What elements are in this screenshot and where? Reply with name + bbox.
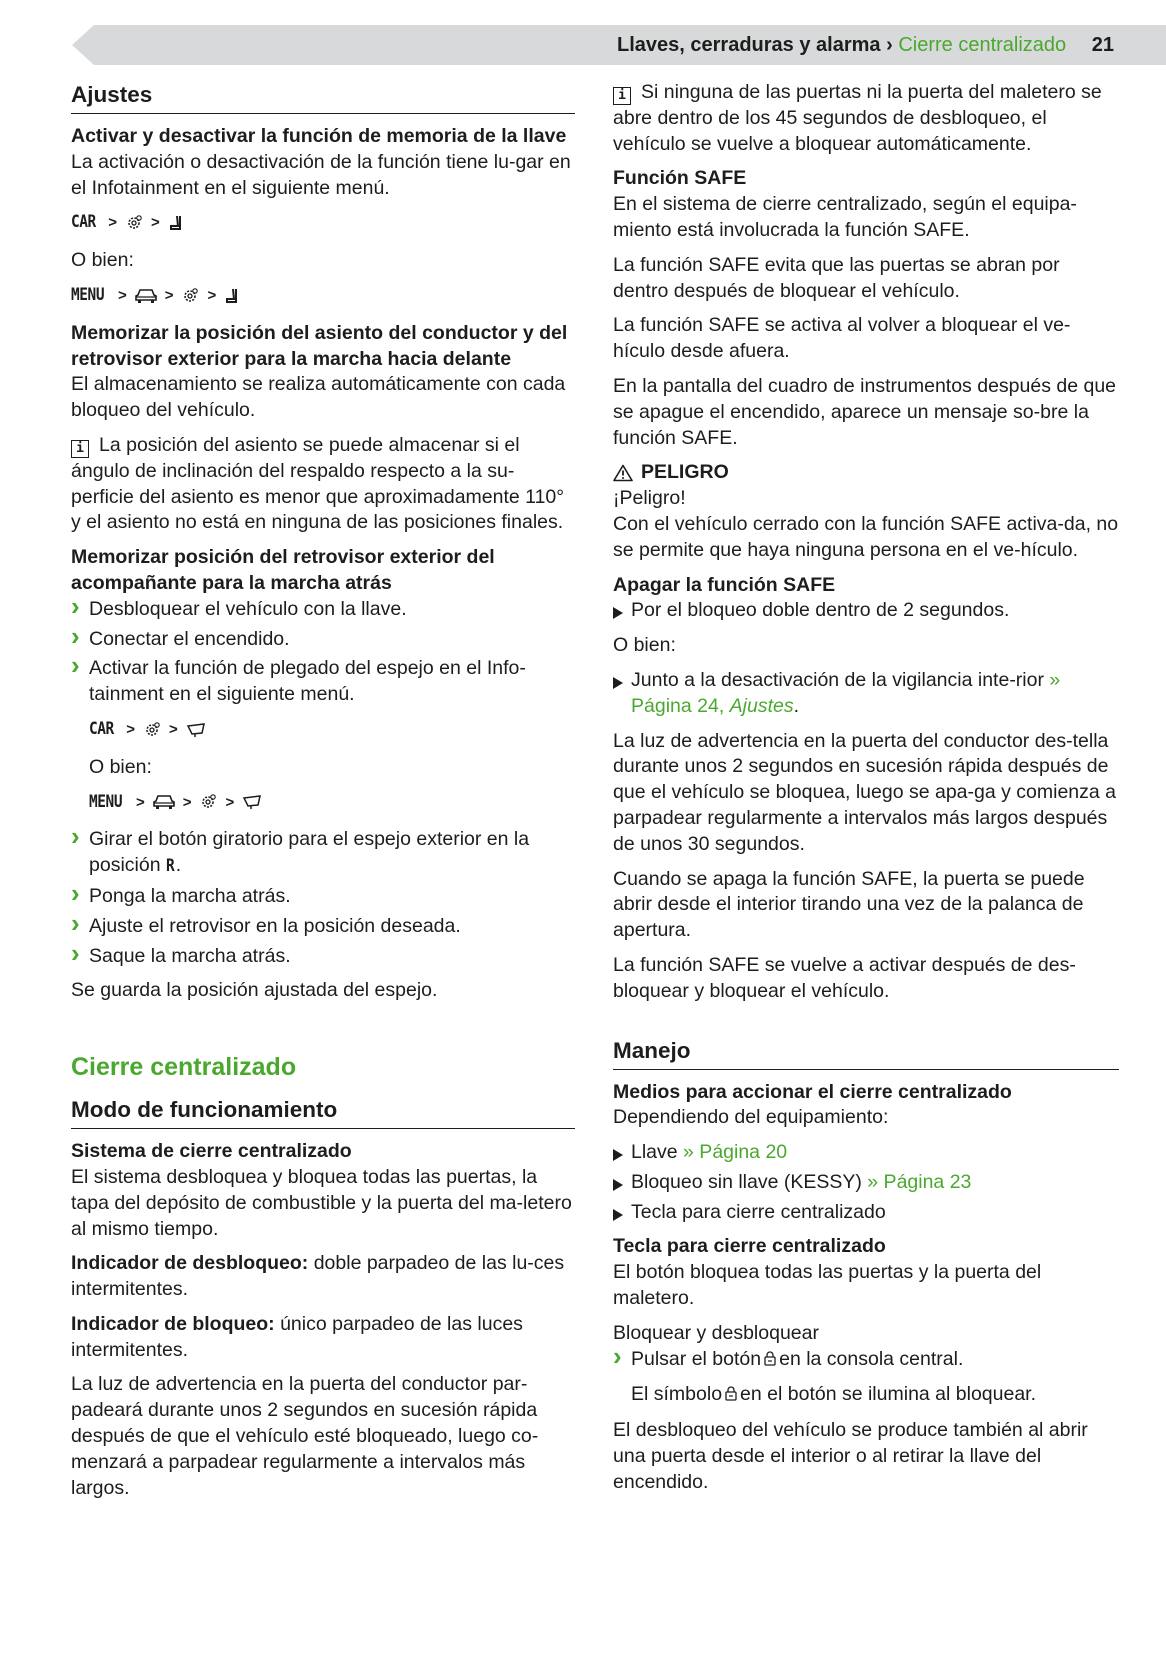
list-item: › Pulsar el botón en la consola central. [613,1347,1119,1374]
header-section: Llaves, cerraduras y alarma [617,34,881,56]
off-or-text: O bien: [613,634,676,657]
car-icon [135,288,157,304]
list-item: › Conectar el encendido. [71,627,575,653]
bloquear-title: Bloquear y desbloquear [613,1321,819,1344]
list-item: › Ponga la marcha atrás. [71,884,575,910]
info-icon: i [613,87,631,105]
list-item: Llave » Página 20 [613,1140,1119,1166]
left-column [71,80,575,1510]
tecla-title: Tecla para cierre centralizado [613,1235,886,1258]
danger-line-1: ¡Peligro! [613,487,686,510]
right-column [613,80,1119,1505]
page-23-link[interactable]: » Página 23 [867,1170,972,1193]
list-item: › Desbloquear el vehículo con la llave. [71,597,575,623]
or-text-2: O bien: [89,755,152,778]
safe-light-text: La luz de advertencia en la puerta del conductor des-tella durante unos 2 segundos en sucesión rápida después de que el vehículo se bloquea, luego se apa-ga y comienza a parpadear regularmente a intervalos más largos después de unos 30 segundos. [613,729,1117,855]
car-icon [153,794,175,810]
medios-text: Dependiendo del equipamiento: [613,1106,889,1129]
safe-text-1: En el sistema de cierre centralizado, según el equipa-miento está involucrada la función SAFE. [613,193,1077,241]
danger-line-2: Con el vehículo cerrado con la función SAFE activa-da, no se permite que haya ninguna persona en el ve-hículo. [613,512,1119,561]
list-item: › Activar la función de plegado del espejo en el Info-tainment en el siguiente menú. [71,656,575,708]
menu-key-label: MENU [89,791,123,812]
menu-path-car-2: CAR > > [89,717,575,743]
sistema-text: El sistema desbloquea y bloquea todas las puertas, la tapa del depósito de combustible y la puerta del ma-letero al mismo tiempo. [71,1165,572,1240]
medios-list [613,1140,1119,1225]
unlock-also-text: El desbloqueo del vehículo se produce también al abrir una puerta desde el interior o al retirar la llave del encendido. [613,1419,1088,1493]
mirror-memory-title: Memorizar posición del retrovisor exterior del acompañante para la marcha atrás [71,546,495,594]
seat-memory-text: El almacenamiento se realiza automáticamente con cada bloqueo del vehículo. [71,373,566,422]
page-24-link[interactable]: » Página 24, Ajustes [631,668,1061,717]
safe-reactivate-text: La función SAFE se vuelve a activar después de des-bloquear y bloquear el vehículo. [613,953,1076,1002]
list-item: › Girar el botón giratorio para el espejo exterior en la posición R. [71,827,575,880]
danger-box [613,460,1119,563]
safe-off-open-text: Cuando se apaga la función SAFE, la puerta se puede abrir desde el interior tirando una vez de la palanca de apertura. [613,867,1085,942]
warning-light-text: La luz de advertencia en la puerta del conductor par-padeará durante unos 2 segundos en sucesión rápida después de que el vehículo esté bloqueado, luego co-menzará a parpadear regularmente a intervalos más largos. [71,1373,539,1499]
mirror-icon [186,722,206,738]
list-item: › Saque la marcha atrás. [71,944,575,970]
list-item: Tecla para cierre centralizado [613,1200,1119,1226]
header-separator: › [886,34,893,56]
seat-memory-title: Memorizar la posición del asiento del conductor y del retrovisor exterior para la marcha hacia delante [71,321,568,370]
seat-icon [168,214,184,232]
mirror-steps-a [71,597,575,708]
warning-triangle-icon [613,464,633,482]
safe-off-title: Apagar la función SAFE [613,573,836,596]
safe-text-2: La función SAFE evita que las puertas se abran por dentro después de bloquear el vehículo. [613,253,1060,302]
lock-icon [725,1383,737,1409]
page-number: 21 [1091,34,1114,56]
safe-title: Función SAFE [613,167,747,190]
unlock-indicator: Indicador de desbloqueo: doble parpadeo de las lu-ces intermitentes. [71,1252,565,1301]
medios-title: Medios para accionar el cierre centralizado [613,1080,1012,1103]
list-item: Bloqueo sin llave (KESSY) » Página 23 [613,1170,1119,1196]
mirror-saved-text: Se guarda la posición ajustada del espejo. [71,979,438,1002]
gear-icon [143,721,161,739]
modo-funcionamiento-heading: Modo de funcionamiento [71,1095,575,1129]
list-item: Por el bloqueo doble dentro de 2 segundos. [613,598,1119,624]
menu-path-car-1: CAR > > [71,210,575,236]
lock-icon [764,1348,776,1374]
reverse-key-label: R [165,856,175,877]
tecla-text: El botón bloquea todas las puertas y la puerta del maletero. [613,1261,1042,1310]
seat-info-note: i La posición del asiento se puede almacenar si el ángulo de inclinación del respaldo respecto a la su-perficie del asiento es menor que aproximadamente 110° y el asiento no está en ninguna de las posiciones finales. [71,433,565,534]
cierre-centralizado-heading: Cierre centralizado [71,1053,297,1082]
menu-key-label: MENU [71,284,105,305]
mirror-steps-b [71,827,575,969]
manejo-heading: Manejo [613,1036,1119,1070]
gear-icon [181,287,199,305]
menu-path-menu-2: MENU > > > [89,790,575,816]
list-item: › Ajuste el retrovisor en la posición deseada. [71,914,575,940]
running-header [617,30,1114,60]
page-20-link[interactable]: » Página 20 [683,1141,788,1164]
memory-function-title: Activar y desactivar la función de memoria de la llave [71,125,567,147]
ajustes-heading: Ajustes [71,80,575,114]
seat-icon [224,287,240,305]
car-key-label: CAR [71,212,96,233]
safe-text-4: En la pantalla del cuadro de instrumentos después de que se apague el encendido, aparece un mensaje so-bre la función SAFE. [613,374,1117,449]
sistema-title: Sistema de cierre centralizado [71,1140,352,1163]
mirror-icon [242,794,262,810]
info-icon: i [71,440,89,458]
gear-icon [199,793,217,811]
menu-path-menu-1: MENU > > > [71,283,575,309]
memory-function-text: La activación o desactivación de la función tiene lu-gar en el Infotainment en el siguiente menú. [71,150,571,199]
header-subsection: Cierre centralizado [898,34,1067,56]
gear-icon [125,214,143,232]
lock-indicator: Indicador de bloqueo: único parpadeo de las luces intermitentes. [71,1312,523,1361]
or-text-1: O bien: [71,249,134,272]
danger-title: PELIGRO [641,461,729,484]
list-item: Junto a la desactivación de la vigilancia inte-rior » Página 24, Ajustes. [613,668,1119,720]
car-key-label: CAR [89,718,114,739]
symbol-text: El símbolo en el botón se ilumina al bloquear. [613,1382,1119,1409]
safe-text-3: La función SAFE se activa al volver a bloquear el ve-hículo desde afuera. [613,314,1071,363]
relock-info-note: i Si ninguna de las puertas ni la puerta del maletero se abre dentro de los 45 segundos de desbloqueo, el vehículo se vuelve a bloquear automáticamente. [613,81,1102,155]
